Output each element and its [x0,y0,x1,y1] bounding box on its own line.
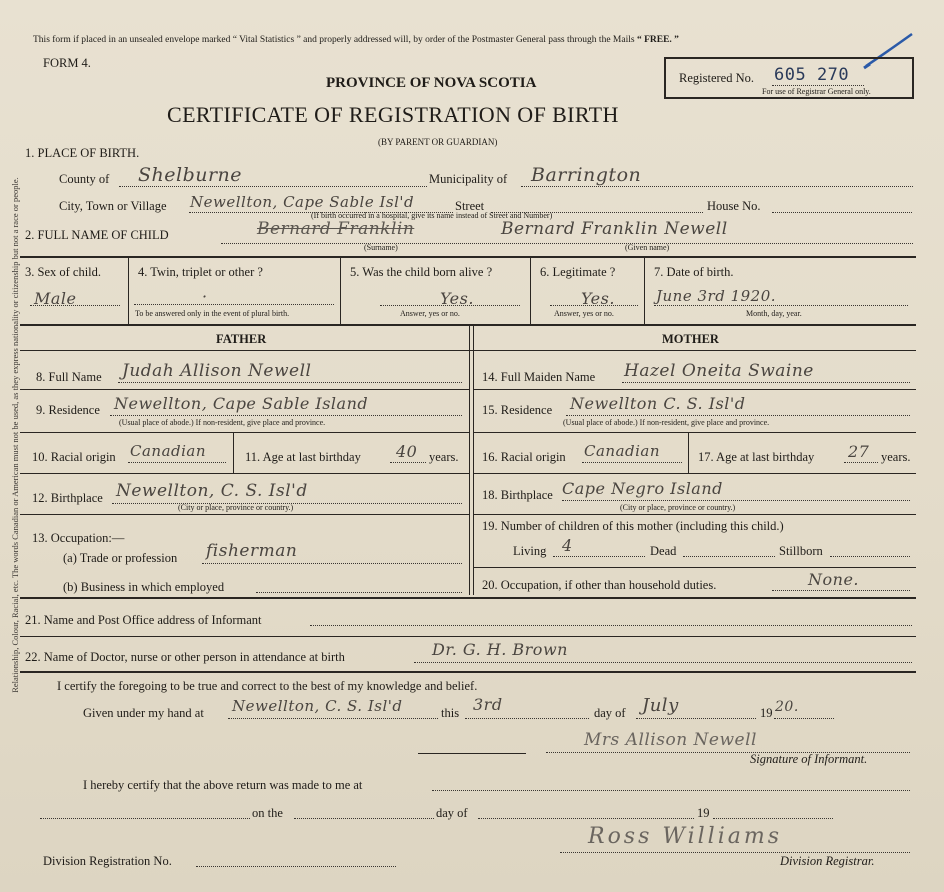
alive-note: Answer, yes or no. [400,309,460,318]
mother-heading: MOTHER [662,332,719,346]
mother-residence-note: (Usual place of abode.) If non-resident, give place and province. [563,418,770,427]
father-business-label: (b) Business in which employed [63,580,225,594]
father-racial-label: 10. Racial origin [32,450,116,464]
place-of-birth-label: 1. PLACE OF BIRTH. [25,146,140,160]
year-value: 20. [775,699,799,715]
father-residence-value: Newellton, Cape Sable Island [114,394,369,413]
doctor-value: Dr. G. H. Brown [432,640,568,659]
given-place-value: Newellton, C. S. Isl'd [232,697,403,715]
mother-birthplace-label: 18. Birthplace [482,488,553,502]
registrar-statement: I hereby certify that the above return was made to me at [83,778,363,792]
informant-signature: Mrs Allison Newell [584,730,757,750]
alive-value: Yes. [440,289,474,308]
registrar-signature: Ross Williams [588,824,783,849]
mother-birthplace-value: Cape Negro Island [562,479,723,498]
father-residence-note: (Usual place of abode.) If non-resident, give place and province. [119,418,326,427]
municipality-value: Barrington [531,164,642,186]
mother-birthplace-note: (City or place, province or country.) [620,503,736,512]
registered-note: For use of Registrar General only. [762,87,871,96]
registered-label: Registered No. [679,71,754,85]
father-residence-label: 9. Residence [36,403,100,417]
form-number: FORM 4. [43,56,91,70]
mother-years-label: years. [881,450,911,464]
child-struck-name: Bernard Franklin [257,219,415,239]
mail-notice: This form if placed in an unsealed envelope marked “ Vital Statistics ” and properly addressed will, by order of the Postmaster General pass through the Mails “ FREE. ” [33,35,679,45]
legitimate-label: 6. Legitimate ? [540,265,616,279]
father-trade-value: fisherman [206,541,298,561]
sex-value: Male [34,289,77,308]
sex-label: 3. Sex of child. [25,265,102,279]
informant-signature-caption: Signature of Informant. [750,752,868,766]
province-heading: PROVINCE OF NOVA SCOTIA [326,75,537,91]
page-subtitle: (BY PARENT OR GUARDIAN) [378,137,498,147]
year-prefix: 19 [760,706,773,720]
twin-label: 4. Twin, triplet or other ? [138,265,263,279]
given-under-label: Given under my hand at [83,706,204,720]
registrar-on-the-label: on the [252,806,283,820]
mother-living-value: 4 [562,536,573,555]
city-value: Newellton, Cape Sable Isl'd [190,193,415,211]
mother-residence-value: Newellton C. S. Isl'd [570,394,746,413]
house-number-label: House No. [707,199,761,213]
mother-racial-value: Canadian [584,442,661,460]
certification-statement: I certify the foregoing to be true and correct to the best of my knowledge and belief. [57,679,478,693]
father-birthplace-label: 12. Birthplace [32,491,103,505]
hospital-note: (If birth occurred in a hospital, give its name instead of Street and Number) [311,211,553,220]
legitimate-note: Answer, yes or no. [554,309,614,318]
mail-free-label: “ FREE. ” [636,35,679,45]
side-note: Relationship, Colour, Racial, etc. The words Canadian or American must not be used, as they express nationality or citizenship but not a race or people. [10,177,20,693]
father-years-label: years. [429,450,459,464]
street-label: Street [455,199,485,213]
municipality-label: Municipality of [429,172,508,186]
county-value: Shelburne [138,164,243,186]
mother-residence-label: 15. Residence [482,403,553,417]
father-name-value: Judah Allison Newell [122,361,312,381]
father-age-label: 11. Age at last birthday [245,450,361,464]
father-racial-value: Canadian [130,442,207,460]
alive-label: 5. Was the child born alive ? [350,265,493,279]
registrar-year-prefix: 19 [697,806,710,820]
surname-caption: (Surname) [364,243,398,252]
informant-label: 21. Name and Post Office address of Informant [25,613,262,627]
legitimate-value: Yes. [581,289,615,308]
child-name-value: Bernard Franklin Newell [501,219,728,239]
given-name-caption: (Given name) [625,243,670,252]
date-of-birth-note: Month, day, year. [746,309,802,318]
city-label: City, Town or Village [59,199,167,213]
registration-box [664,57,914,99]
county-label: County of [59,172,110,186]
mother-occupation-value: None. [808,570,859,589]
mother-name-label: 14. Full Maiden Name [482,370,596,384]
mother-occupation-label: 20. Occupation, if other than household duties. [482,578,717,592]
registrar-caption: Division Registrar. [780,854,875,868]
twin-value: · [202,287,208,306]
registrar-day-of-label: day of [436,806,468,820]
day-of-label: day of [594,706,626,720]
mother-stillborn-label: Stillborn [779,544,823,558]
father-birthplace-value: Newellton, C. S. Isl'd [116,481,308,501]
mother-name-value: Hazel Oneita Swaine [624,361,814,381]
mother-children-label: 19. Number of children of this mother (including this child.) [482,519,784,533]
twin-note: To be answered only in the event of plural birth. [135,309,290,318]
mother-age-label: 17. Age at last birthday [698,450,815,464]
child-name-label: 2. FULL NAME OF CHILD [25,228,169,242]
doctor-label: 22. Name of Doctor, nurse or other person in attendance at birth [25,650,345,664]
father-birthplace-note: (City or place, province or country.) [178,503,294,512]
father-heading: FATHER [216,332,267,346]
page-title: CERTIFICATE OF REGISTRATION OF BIRTH [167,102,619,127]
mother-living-label: Living [513,544,547,558]
registered-number: 605 270 [774,65,850,85]
division-registration-label: Division Registration No. [43,854,172,868]
father-age-value: 40 [396,442,418,461]
this-label: this [441,706,460,720]
mother-dead-label: Dead [650,544,677,558]
mother-racial-label: 16. Racial origin [482,450,566,464]
month-value: July [642,695,679,716]
father-name-label: 8. Full Name [36,370,102,384]
date-of-birth-value: June 3rd 1920. [656,287,777,305]
father-occupation-label: 13. Occupation:— [32,531,125,545]
father-trade-label: (a) Trade or profession [63,551,178,565]
date-of-birth-label: 7. Date of birth. [654,265,734,279]
mother-age-value: 27 [848,442,870,461]
day-value: 3rd [473,695,503,714]
